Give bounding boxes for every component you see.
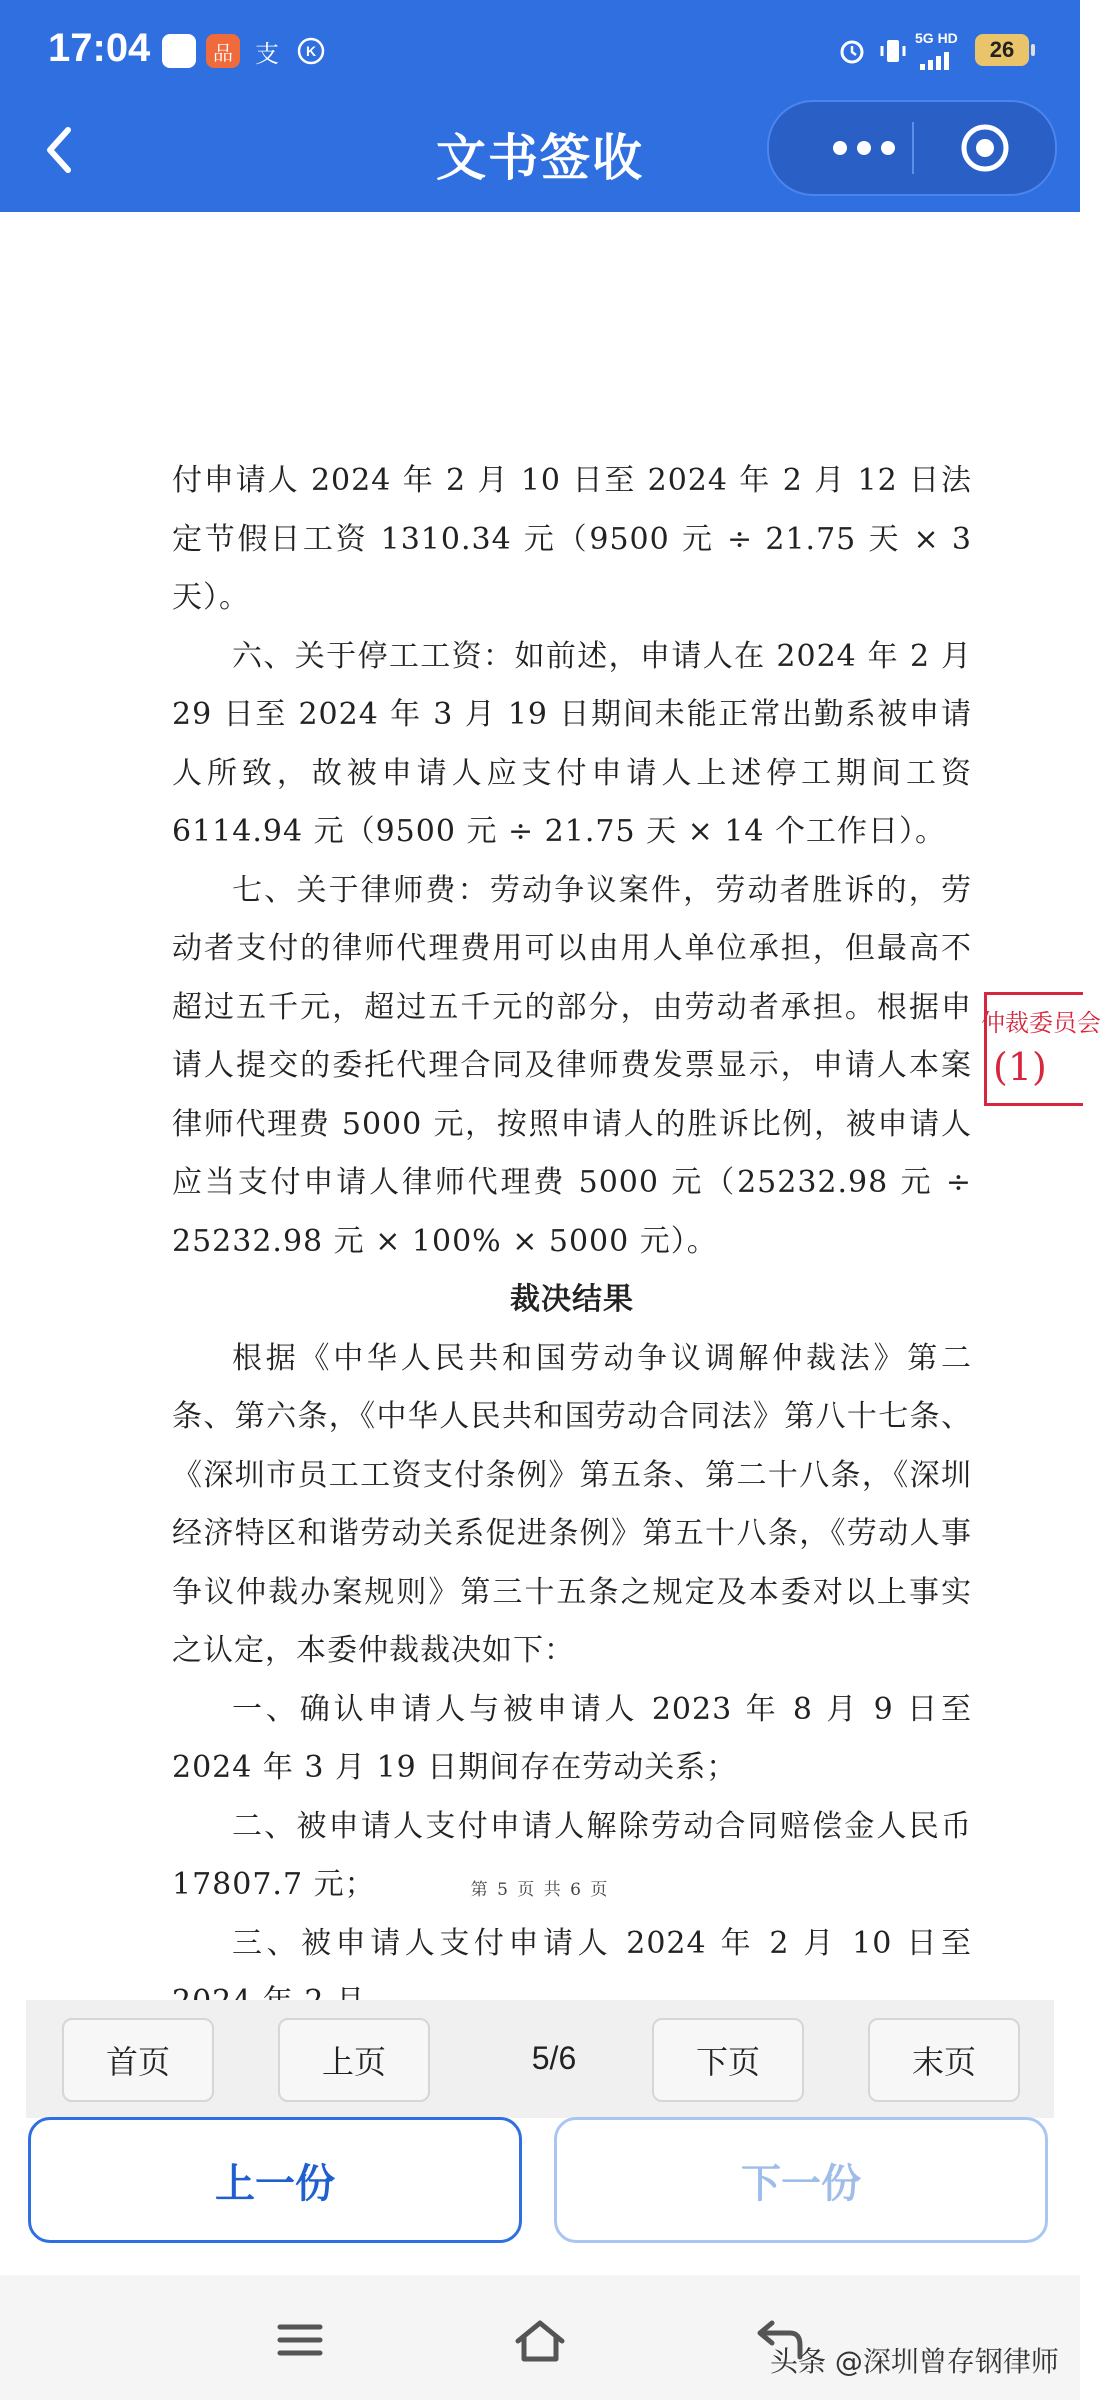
home-icon[interactable] [510,2315,570,2365]
vibrate-icon [876,34,910,68]
svg-text:K: K [305,43,317,59]
document-text [172,452,972,2032]
doc-paragraph: 七、关于律师费：劳动争议案件，劳动者胜诉的，劳动者支付的律师代理费用可以由用人单位承担，但最高不超过五千元，超过五千元的部分，由劳动者承担。根据申请人提交的委托代理合同及律师费发票显示，申请人本案律师代理费 5000 元，按照申请人的胜诉比例，被申请人应当支付申请人律师代理费 5000 元（25232.98 元 ÷ 25232.98 元 × 100% × 5000 元）。 [172,872,972,1259]
doc-paragraph: 二、被申请人支付申请人解除劳动合同赔偿金人民币 17807.7 元； [172,1808,972,1902]
prev-document-button[interactable]: 上一份 [28,2117,522,2243]
close-miniapp-icon[interactable] [959,122,1011,174]
next-page-button[interactable]: 下页 [652,2018,804,2102]
status-time: 17:04 [48,26,151,70]
battery-indicator: 26 [975,34,1029,66]
status-bar [0,20,1080,80]
signal-icon [920,50,949,70]
doc-paragraph: 六、关于停工工资：如前述，申请人在 2024 年 2 月 29 日至 2024 年 3 月 19 日期间未能正常出勤系被申请人所致，故被申请人应支付申请人上述停工期间工资 6114.94 元（9500 元 ÷ 21.75 天 × 14 个工作日）。 [172,638,972,849]
last-page-button[interactable]: 末页 [868,2018,1020,2102]
doc-paragraph: 三、被申请人支付申请人 2024 年 2 月 10 日至 [232,1925,972,1961]
page-footer: 第 5 页 共 6 页 [470,1880,610,1900]
alarm-icon [835,34,869,68]
pagination-bar [26,2000,1054,2118]
capsule-divider [912,122,914,174]
doc-paragraph: 一、确认申请人与被申请人 2023 年 8 月 9 日至 2024 年 3 月 19 日期间存在劳动关系； [172,1691,972,1785]
next-document-button[interactable]: 下一份 [554,2117,1048,2243]
page-indicator: 5/6 [531,2039,577,2076]
prev-page-button[interactable]: 上页 [278,2018,430,2102]
alipay-icon: 支 [255,39,279,68]
k-icon [294,34,328,68]
seal-number: (1) [993,1045,1047,1089]
document-viewer [0,212,1101,1997]
system-nav-bar [0,2275,1080,2400]
more-options-icon[interactable] [809,124,919,172]
doc-paragraph: 付申请人 2024 年 2 月 10 日至 2024 年 2 月 12 日法定节假日工资 1310.34 元（9500 元 ÷ 21.75 天 × 3 天）。 [172,463,972,615]
page-title: 文书签收 [436,129,644,187]
doc-paragraph: 根据《中华人民共和国劳动争议调解仲裁法》第二条、第六条，《中华人民共和国劳动合同法》第八十七条、《深圳市员工工资支付条例》第五条、第二十八条，《深圳经济特区和谐劳动关系促进条例》第五十八条，《劳动人事争议仲裁办案规则》第三十五条之规定及本委对以上事实之认定，本委仲裁裁决如下： [172,1340,972,1668]
section-heading: 裁决结果 [510,1282,634,1317]
seal-text: 仲裁委员会 [981,1009,1101,1037]
miniapp-capsule [767,100,1057,196]
top-bar [0,0,1080,212]
official-seal [981,992,1101,1106]
first-page-button[interactable]: 首页 [62,2018,214,2102]
network-label: 5G HD [915,30,958,46]
app-notification-icon: 品 [206,34,240,68]
menu-icon[interactable] [270,2315,330,2365]
watermark: 头条 @深圳曾存钢律师 [770,2345,1059,2378]
notification-icon [162,34,196,68]
